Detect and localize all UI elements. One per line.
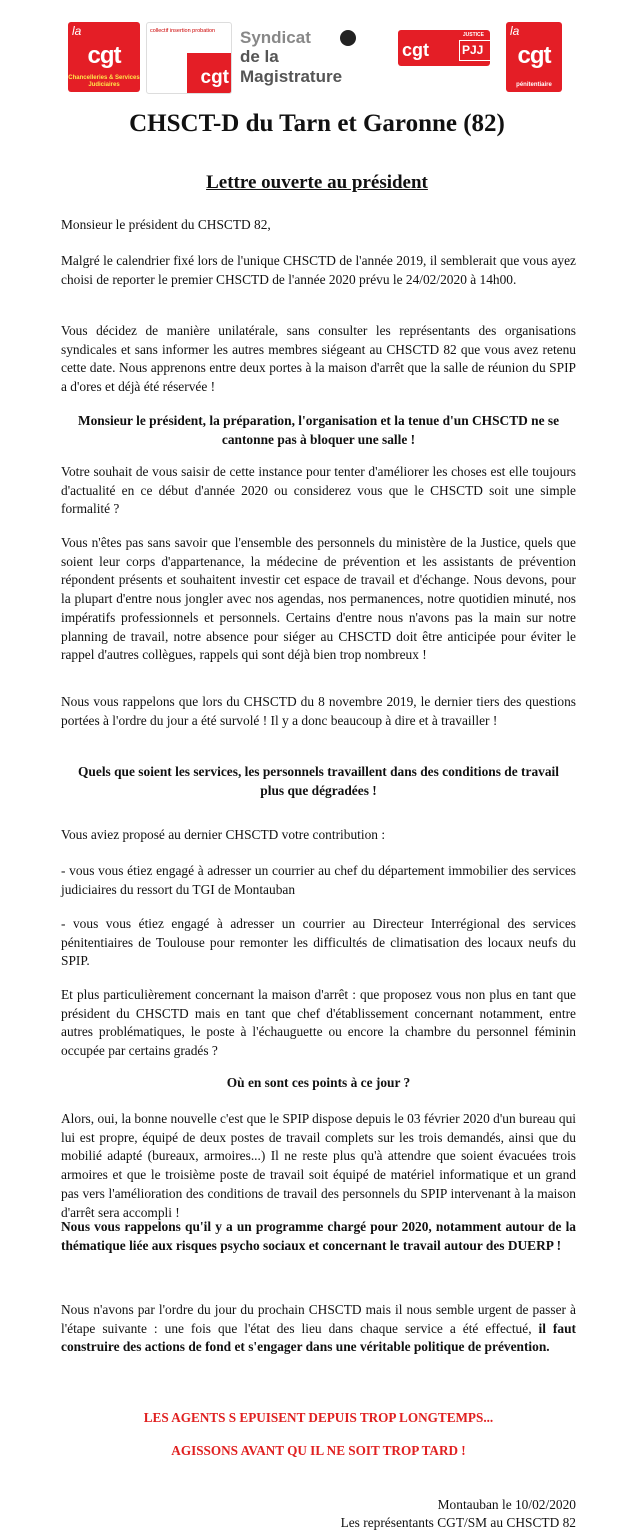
cgt-chancelleries-logo bbox=[68, 22, 140, 92]
paragraph-10 bbox=[61, 1301, 576, 1357]
signature-place-date: Montauban le 10/02/2020 bbox=[437, 1497, 576, 1512]
logo-subtitle: pénitentiaire bbox=[516, 82, 552, 88]
signature-signatories: Les représentants CGT/SM au CHSCTD 82 bbox=[340, 1515, 576, 1530]
paragraph-3: Votre souhait de vous saisir de cette instance pour tenter d'améliorer les choses est elle toujours d'actualité en ce début d'année 2020 ou considerez vous que le CHSCTD soit une simple formalité ? bbox=[61, 464, 576, 517]
logo-cgt-text: cgt bbox=[517, 42, 551, 69]
paragraph-10-text: Nous n'avons par l'ordre du jour du prochain CHSCTD mais il nous semble urgent de passer à l'étape suivante : une fois que l'état des lieu dans chaque service a été effectué, bbox=[61, 1302, 576, 1336]
logo-line2: de la Magistrature bbox=[240, 47, 343, 86]
logo-cgt-text: cgt bbox=[87, 42, 121, 69]
cgt-penitentiaire-logo bbox=[506, 22, 562, 92]
paragraph-4: Vous n'êtes pas sans savoir que l'ensemble des personnels du ministère de la Justice, quels que soient leur corps d'appartenance, la médecine de prévention et les assistants de prévention répondent présents et souhaitent investir cet espace de travail et d'échange. Nous devons, pour la plupart d'entre nous jongler avec nos agendas, nos permanences, notre quotidien minuté, nos impératifs professionnels et personnels. Certains d'entre nous n'avons pas la main sur notre planning de travail, notre absence pour siéger au CHSCTD doit être anticipée pour éviter le rappel d'autres collègues, rappels qui sont déjà bien trop nombreux ! bbox=[61, 535, 576, 663]
heading-3: Où en sont ces points à ce jour ? bbox=[226, 1075, 411, 1090]
logo-cgt-text: cgt bbox=[200, 67, 229, 88]
paragraph-9: Nous vous rappelons qu'il y a un programme chargé pour 2020, notamment autour de la thématique liée aux risques psycho sociaux et concernant le travail autour des DUERP ! bbox=[61, 1219, 576, 1253]
logo-cgt-text: cgt bbox=[402, 40, 429, 60]
syndicat-magistrature-logo bbox=[240, 28, 380, 86]
paragraph-6: Vous aviez proposé au dernier CHSCTD votre contribution : bbox=[61, 827, 386, 842]
list-item-2: - vous vous étiez engagé à adresser un courrier au Directeur Interrégional des services pénitentiaires de Toulouse pour remonter les difficultés de climatisation des locaux neufs du SPIP. bbox=[61, 916, 576, 969]
logo-small-text: collectif insertion probation bbox=[150, 28, 216, 34]
cgt-pjj-logo bbox=[398, 30, 490, 66]
document-subtitle: Lettre ouverte au président bbox=[206, 172, 428, 193]
document-title: CHSCT-D du Tarn et Garonne (82) bbox=[129, 110, 505, 137]
logo-subtitle: Chancelleries & Services Judiciaires bbox=[68, 75, 140, 88]
logo-line1: Syndicat bbox=[240, 28, 311, 47]
paragraph-7: Et plus particulièrement concernant la maison d'arrêt : que proposez vous non plus en tant que président du CHSCTD mais en tant que chef d'établissement concernant notamment, entre autres problématiques, le poste à l'échauguette ou encore la chambre du personnel féminin occupée par certains gradés ? bbox=[61, 987, 576, 1059]
cgt-insertion-probation-logo bbox=[146, 22, 232, 94]
slogan-2: AGISSONS AVANT QU IL NE SOIT TROP TARD ! bbox=[171, 1443, 466, 1458]
slogan-1: LES AGENTS S EPUISENT DEPUIS TROP LONGTEMPS... bbox=[143, 1410, 494, 1425]
logo-la-text: la bbox=[510, 24, 520, 38]
logo-justice-text: JUSTICE bbox=[462, 32, 484, 38]
heading-2: Quels que soient les services, les personnels travaillent dans des conditions de travail plus que dégradées ! bbox=[78, 764, 559, 798]
logo-la-text: la bbox=[72, 24, 82, 38]
paragraph-10-bold: il faut construire des actions de fond et s'engager dans une véritable politique de prévention. bbox=[61, 1320, 576, 1355]
paragraph-8: Alors, oui, la bonne nouvelle c'est que le SPIP dispose depuis le 03 février 2020 d'un bureau qui lui est propre, équipé de deux postes de travail complets sur les trois demandés, ainsi que du mobilié adapté (bureaux, armoires...) Il ne reste plus qu'à attendre que soient évacuées trois armoires et que le troisième poste de travail soit équipé de matériel informatique et un grand pas vers l'amélioration des conditions de travail des personnels du SPIP intervenant à la maison d'arrêt sera accompli ! bbox=[61, 1111, 576, 1220]
list-item-1: - vous vous étiez engagé à adresser un courrier au chef du département immobilier des services judiciaires du ressort du TGI de Montauban bbox=[61, 863, 576, 897]
paragraph-1: Malgré le calendrier fixé lors de l'unique CHSCTD de l'année 2019, il semblerait que vous ayez choisi de reporter le premier CHSCTD de l'année 2020 prévu le 24/02/2020 à 14h00. bbox=[61, 253, 576, 287]
heading-1: Monsieur le président, la préparation, l'organisation et la tenue d'un CHSCTD ne se cantonne pas à bloquer une salle ! bbox=[77, 413, 560, 447]
salutation: Monsieur le président du CHSCTD 82, bbox=[61, 217, 271, 232]
paragraph-2: Vous décidez de manière unilatérale, sans consulter les représentants des organisations syndicales et sans informer les autres membres siégeant au CHSCTD 82 que vous avez retenu cette date. Nous apprenons entre deux portes à la maison d'arrêt que la salle de réunion du SPIP a d'ores et déjà été réservée ! bbox=[61, 323, 576, 395]
header-logos bbox=[0, 22, 634, 94]
logo-pjj-text: PJJ bbox=[459, 40, 634, 61]
paragraph-5: Nous vous rappelons que lors du CHSCTD du 8 novembre 2019, le dernier tiers des questions portées à l'ordre du jour a été survolé ! Il y a donc beaucoup à dire et à travailler ! bbox=[61, 694, 576, 728]
logo-circle-icon bbox=[340, 30, 356, 46]
